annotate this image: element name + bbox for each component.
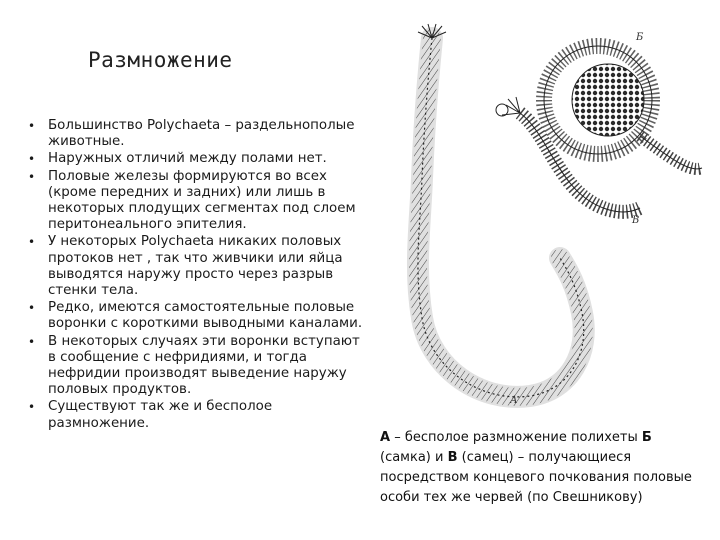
- bullet-text: Наружных отличий между полами нет.: [48, 151, 327, 167]
- bullet-item: [28, 151, 363, 167]
- bullet-item: [28, 169, 363, 234]
- polychaete-illustration: [370, 18, 710, 413]
- bullet-dot: •: [28, 301, 36, 316]
- figure-label-b: Б: [636, 32, 644, 43]
- bullet-dot: •: [28, 334, 36, 349]
- bullet-text: В некоторых случаях эти воронки вступают в сообщение с нефридиями, и тогда нефридии производят выведение наружу половых продуктов.: [48, 333, 360, 398]
- worm-a: [418, 24, 584, 397]
- bullet-text: Половые железы формируются во всех (кроме передних и задних) или лишь в некоторых плодущих сегментах под слоем перитонеального эпителия.: [48, 168, 356, 233]
- bullet-dot: •: [28, 152, 36, 167]
- bullet-item: [28, 399, 363, 431]
- bullet-item: [28, 334, 363, 399]
- caption-text-b: (самка) и: [380, 450, 448, 465]
- bullet-text: Большинство Polychaeta – раздельнополые животные.: [48, 118, 355, 150]
- bullet-dot: •: [28, 400, 36, 415]
- caption-text-v: (самец) – получающиеся посредством концевого почкования половые особи тех же червей (по Свешникову): [380, 450, 692, 505]
- bullet-text: Редко, имеются самостоятельные половые воронки с короткими выводными каналами.: [48, 300, 363, 332]
- figure-label-v: В: [632, 215, 640, 226]
- bullet-text: У некоторых Polychaeta никаких половых протоков нет , так что живчики или яйца выводятся наружу просто через разрыв стенки тела.: [48, 234, 343, 299]
- caption-letter-b: Б: [641, 430, 652, 445]
- slide-title: Размножение: [88, 48, 233, 72]
- figure-label-a: А: [510, 395, 518, 406]
- bullet-text: Существуют так же и бесполое размножение.: [48, 399, 273, 431]
- caption-letter-a: А: [380, 430, 391, 445]
- bullet-item: [28, 118, 363, 150]
- worm-b: [544, 46, 702, 169]
- bullet-list: [28, 118, 363, 433]
- bullet-dot: •: [28, 169, 36, 184]
- caption-text-a: – бесполое размножение полихеты: [390, 430, 642, 445]
- figure-caption: [380, 428, 700, 508]
- bullet-item: [28, 234, 363, 299]
- bullet-item: [28, 300, 363, 332]
- bullet-dot: •: [28, 119, 36, 133]
- bullet-dot: •: [28, 235, 36, 250]
- caption-letter-v: В: [447, 450, 458, 465]
